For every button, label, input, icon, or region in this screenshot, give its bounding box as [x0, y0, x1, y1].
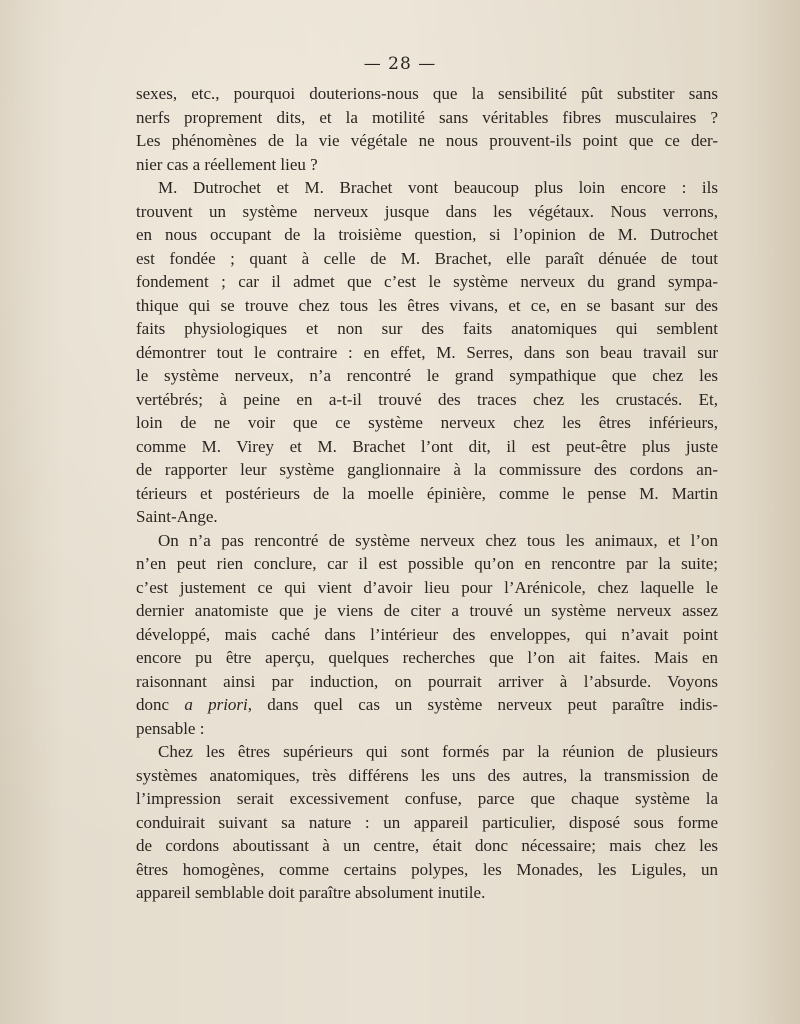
- text-line: M. Dutrochet et M. Brachet vont beaucoup plus loin encore : ils: [158, 178, 718, 197]
- text-line: conduirait suivant sa nature : un appareil particulier, disposé sous forme: [136, 812, 718, 832]
- text-line: êtres homogènes, comme certains polypes, les Monades, les Ligules, un: [136, 859, 718, 879]
- text-line: dernier anatomiste que je viens de citer a trouvé un système nerveux assez: [136, 601, 718, 620]
- text-line: n’en peut rien conclure, car il est possible qu’on en rencontre par la suite;: [136, 554, 718, 573]
- text-line: thique qui se trouve chez tous les êtres vivans, et ce, en se basant sur des: [136, 295, 718, 315]
- text-line: c’est justement ce qui vient d’avoir lieu pour l’Arénicole, chez laquelle le: [136, 577, 718, 597]
- text-line: est fondée ; quant à celle de M. Brachet, elle paraît dénuée de tout: [136, 248, 718, 268]
- text-line: l’impression serait excessivement confuse, parce que chaque système la: [136, 789, 718, 808]
- text-line: loin de ne voir que ce système nerveux chez les êtres inférieurs,: [136, 413, 718, 432]
- text-line: le système nerveux, n’a rencontré le grand sympathique que chez les: [136, 366, 718, 385]
- paragraph: [136, 176, 718, 529]
- text-line: comme M. Virey et M. Brachet l’ont dit, il est peut-être plus juste: [136, 436, 718, 456]
- text-line: vertébrés; à peine en a-t-il trouvé des traces chez les crustacés. Et,: [136, 389, 718, 409]
- text-line: On n’a pas rencontré de système nerveux chez tous les animaux, et l’on: [158, 530, 718, 550]
- page-number: — 28 —: [363, 54, 437, 74]
- text-line: nier cas a réellement lieu ?: [136, 154, 318, 174]
- text-line: Chez les êtres supérieurs qui sont formés par la réunion de plusieurs: [158, 742, 718, 761]
- text-line: développé, mais caché dans l’intérieur des enveloppes, qui n’avait point: [136, 624, 718, 644]
- text-line: en nous occupant de la troisième question, si l’opinion de M. Dutrochet: [136, 225, 718, 244]
- text-line: de cordons aboutissant à un centre, était donc nécessaire; mais chez les: [136, 836, 718, 855]
- text-line: térieurs et postérieurs de la moelle épinière, comme le pense M. Martin: [136, 483, 718, 503]
- text-line: pensable :: [136, 718, 205, 738]
- text-line: Saint-Ange.: [136, 507, 218, 526]
- text-line: trouvent un système nerveux jusque dans les végétaux. Nous verrons,: [136, 201, 718, 221]
- text-line: faits physiologiques et non sur des faits anatomiques qui semblent: [136, 319, 718, 338]
- text-line: démontrer tout le contraire : en effet, M. Serres, dans son beau travail sur: [136, 342, 718, 362]
- text-line: de rapporter leur système ganglionnaire à la commissure des cordons an-: [136, 460, 718, 479]
- text-line: raisonnant ainsi par induction, on pourrait arriver à l’absurde. Voyons: [136, 671, 718, 691]
- text-line: fondement ; car il admet que c’est le système nerveux du grand sympa-: [136, 272, 718, 291]
- text-line: Les phénomènes de la vie végétale ne nous prouvent-ils point que ce der-: [136, 131, 718, 150]
- text-line: encore pu être aperçu, quelques recherches que l’on ait faites. Mais en: [136, 648, 718, 667]
- text-line: donc a priori, dans quel cas un système nerveux peut paraître indis-: [136, 695, 719, 714]
- paragraph: [136, 529, 718, 741]
- paragraph: [136, 82, 718, 176]
- paragraph: [136, 740, 718, 905]
- text-line: systèmes anatomiques, très différens les uns des autres, la transmission de: [136, 765, 718, 785]
- text-line: sexes, etc., pourquoi douterions-nous que la sensibilité pût substiter sans: [136, 84, 718, 103]
- text-line: nerfs proprement dits, et la motilité sans véritables fibres musculaires ?: [136, 107, 718, 127]
- body-text: [136, 82, 718, 905]
- text-line: appareil semblable doit paraître absolument inutile.: [136, 883, 486, 902]
